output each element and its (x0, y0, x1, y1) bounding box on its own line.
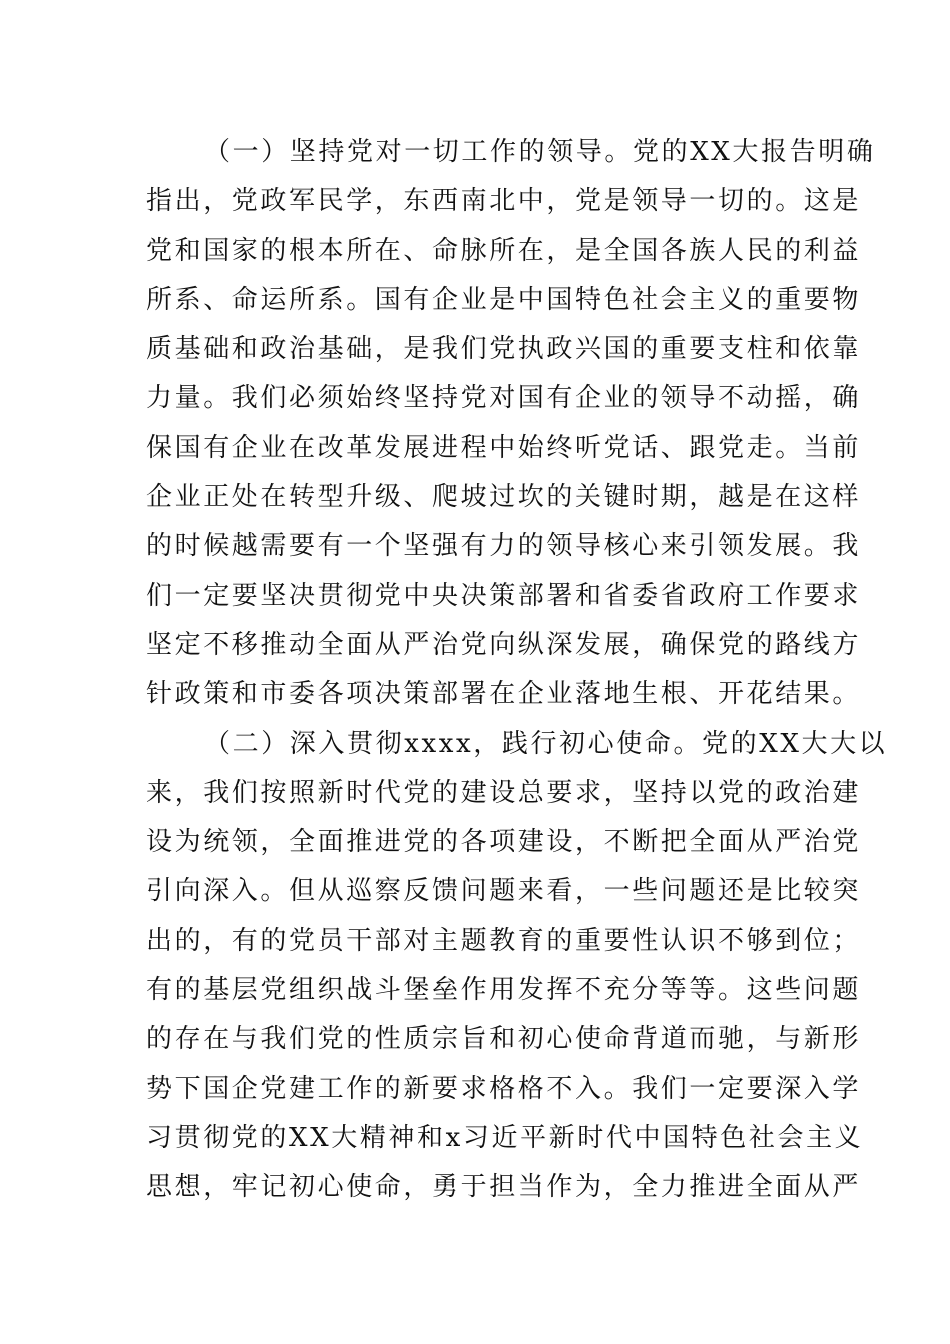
text-line: 保国有企业在改革发展进程中始终听党话、跟党走。当前 (146, 432, 862, 463)
text-line: 坚定不移推动全面从严治党向纵深发展，确保党的路线方 (146, 629, 862, 660)
text-line: 势下国企党建工作的新要求格格不入。我们一定要深入学 (146, 1073, 862, 1104)
text-line: 们一定要坚决贯彻党中央决策部署和省委省政府工作要求 (146, 580, 862, 611)
paragraph-2 (146, 720, 888, 1213)
text-line: 有的基层党组织战斗堡垒作用发挥不充分等等。这些问题 (146, 975, 862, 1006)
document-body (146, 128, 888, 1213)
text-line: 所系、命运所系。国有企业是中国特色社会主义的重要物 (146, 284, 862, 315)
text-line: 引向深入。但从巡察反馈问题来看，一些问题还是比较突 (146, 876, 862, 907)
text-line: 设为统领，全面推进党的各项建设，不断把全面从严治党 (146, 827, 862, 858)
text-line: 质基础和政治基础，是我们党执政兴国的重要支柱和依靠 (146, 334, 862, 365)
text-line: 思想，牢记初心使命，勇于担当作为，全力推进全面从严 (146, 1172, 862, 1203)
text-line: 指出，党政军民学，东西南北中，党是领导一切的。这是 (146, 186, 862, 217)
text-line: 力量。我们必须始终坚持党对国有企业的领导不动摇，确 (146, 383, 862, 414)
text-line: 的时候越需要有一个坚强有力的领导核心来引领发展。我 (146, 531, 862, 562)
text-line: 的存在与我们党的性质宗旨和初心使命背道而驰，与新形 (146, 1024, 862, 1055)
text-line: 党和国家的根本所在、命脉所在，是全国各族人民的利益 (146, 235, 862, 266)
text-line: （一）坚持党对一切工作的领导。党的XX大报告明确 (204, 137, 876, 167)
text-line: 企业正处在转型升级、爬坡过坎的关键时期，越是在这样 (146, 482, 862, 513)
text-line: 来，我们按照新时代党的建设总要求，坚持以党的政治建 (146, 777, 862, 808)
text-line: 习贯彻党的XX大精神和x习近平新时代中国特色社会主义 (146, 1122, 864, 1153)
text-line: 出的，有的党员干部对主题教育的重要性认识不够到位； (146, 925, 862, 956)
paragraph-1 (146, 128, 876, 720)
text-line: 针政策和市委各项决策部署在企业落地生根、开花结果。 (146, 679, 862, 710)
text-line: （二）深入贯彻xxxx，践行初心使命。党的XX大大以 (204, 728, 888, 759)
